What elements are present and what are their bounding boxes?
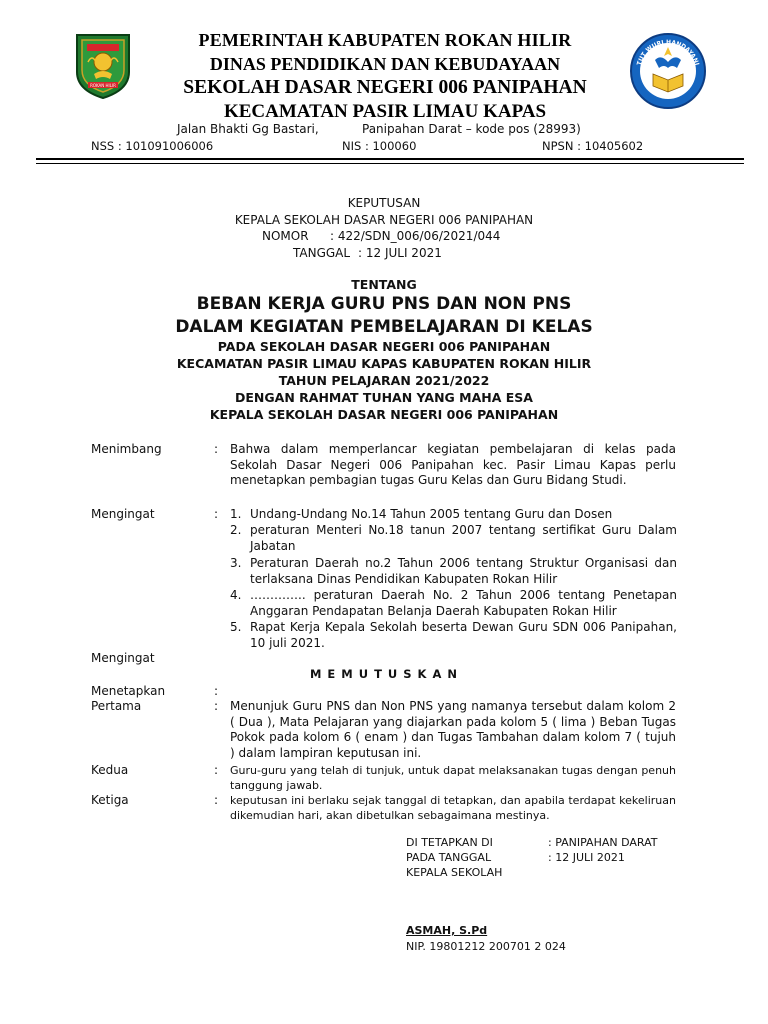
emblem-label: ROKAN HILIR bbox=[90, 83, 116, 88]
signatory-name: ASMAH, S.Pd bbox=[406, 924, 488, 937]
pertama-label: Pertama bbox=[91, 699, 142, 713]
pertama-colon: : bbox=[214, 699, 219, 713]
tut-wuri-handayani-icon bbox=[625, 32, 711, 110]
ditetapkan-label: DI TETAPKAN DI bbox=[406, 836, 493, 849]
letterhead-divider-thick bbox=[36, 158, 744, 160]
mengingat-item-text: Peraturan Daerah no.2 Tahun 2006 tentang Struktur Organisasi dan terlaksana Dinas Pendidikan Kabupaten Rokan Hilir bbox=[250, 556, 677, 586]
kedua-colon: : bbox=[214, 763, 219, 777]
district-name: KECAMATAN PASIR LIMAU KAPAS bbox=[223, 101, 547, 122]
nomor-label: NOMOR bbox=[262, 229, 309, 243]
nis-number: NIS : 100060 bbox=[342, 139, 417, 153]
mengingat-label: Mengingat bbox=[91, 507, 155, 521]
letterhead bbox=[135, 28, 635, 124]
menetapkan-label: Menetapkan bbox=[91, 684, 166, 698]
tentang-heading: TENTANG bbox=[351, 277, 417, 292]
ketiga-label: Ketiga bbox=[91, 793, 129, 807]
pertama-text: Menunjuk Guru PNS dan Non PNS yang namanya tersebut dalam kolom 2 ( Dua ), Mata Pelajaran yang diajarkan pada kolom 5 ( lima ) Beban Tugas Pokok pada kolom 6 ( enam ) dan Tugas Tambahan dalam kolom 7 ( tujuh ) dalam lampiran keputusan ini. bbox=[230, 699, 676, 760]
mengingat-item-number: 5. bbox=[230, 620, 242, 634]
subject-sub-1: PADA SEKOLAH DASAR NEGERI 006 PANIPAHAN bbox=[217, 339, 551, 354]
tanggal-value: : 12 JULI 2021 bbox=[358, 246, 442, 260]
nss-number: NSS : 101091006006 bbox=[91, 139, 214, 153]
npsn-number: NPSN : 10405602 bbox=[542, 139, 644, 153]
mengingat-item-text: peraturan Menteri No.18 tanun 2007 tentang sertifikat Guru Dalam Jabatan bbox=[250, 523, 677, 553]
menimbang-text: Bahwa dalam memperlancar kegiatan pembelajaran di kelas pada Sekolah Dasar Negeri 006 Panipahan kec. Pasir Limau Kapas perlu menetapkan pembagian tugas Guru Kelas dan Guru Bidang Studi. bbox=[230, 442, 676, 487]
decision-issuer: KEPALA SEKOLAH DASAR NEGERI 006 PANIPAHAN bbox=[234, 213, 534, 227]
kedua-label: Kedua bbox=[91, 763, 129, 777]
subject-sub-4: DENGAN RAHMAT TUHAN YANG MAHA ESA bbox=[235, 390, 533, 405]
letterhead-divider-thin bbox=[36, 163, 744, 164]
ketiga-text: keputusan ini berlaku sejak tanggal di tetapkan, dan apabila terdapat kekeliruan dikemudian hari, akan dibetulkan sebagaimana mestinya. bbox=[230, 794, 676, 822]
signatory-nip: NIP. 19801212 200701 2 024 bbox=[406, 940, 566, 953]
mengingat-item-number: 1. bbox=[230, 507, 242, 521]
decision-title: KEPUTUSAN bbox=[347, 196, 421, 210]
kedua-text: Guru-guru yang telah di tunjuk, untuk dapat melaksanakan tugas dengan penuh tanggung jawab. bbox=[230, 764, 676, 792]
mengingat-item-number: 4. bbox=[230, 588, 242, 602]
mengingat-label-2: Mengingat bbox=[91, 651, 155, 665]
address-city: Panipahan Darat – kode pos (28993) bbox=[362, 122, 581, 136]
subject-line-2: DALAM KEGIATAN PEMBELAJARAN DI KELAS bbox=[175, 317, 593, 337]
signature-date-label: PADA TANGGAL bbox=[406, 851, 492, 864]
memutuskan-heading: M E M U T U S K A N bbox=[309, 667, 458, 681]
nomor-value: : 422/SDN_006/06/2021/044 bbox=[330, 229, 501, 243]
tanggal-label: TANGGAL bbox=[293, 246, 351, 260]
subject-sub-2: KECAMATAN PASIR LIMAU KAPAS KABUPATEN ROKAN HILIR bbox=[176, 356, 592, 371]
signatory-position: KEPALA SEKOLAH bbox=[406, 866, 503, 879]
mengingat-item-text: Rapat Kerja Kepala Sekolah beserta Dewan Guru SDN 006 Panipahan, 10 juli 2021. bbox=[250, 620, 677, 650]
school-name: SEKOLAH DASAR NEGERI 006 PANIPAHAN bbox=[183, 77, 587, 98]
subject-sub-5: KEPALA SEKOLAH DASAR NEGERI 006 PANIPAHAN bbox=[209, 407, 559, 422]
mengingat-item-text: Undang-Undang No.14 Tahun 2005 tentang Guru dan Dosen bbox=[250, 507, 613, 521]
menimbang-colon: : bbox=[214, 442, 219, 456]
subject-line-1: BEBAN KERJA GURU PNS DAN NON PNS bbox=[196, 294, 572, 314]
subject-sub-3: TAHUN PELAJARAN 2021/2022 bbox=[278, 373, 490, 388]
tut-wuri-label: TUT WURI HANDAYANI bbox=[635, 38, 701, 67]
department-name: DINAS PENDIDIKAN DAN KEBUDAYAAN bbox=[209, 54, 561, 74]
signature-date-value: : 12 JULI 2021 bbox=[548, 851, 625, 864]
mengingat-item-number: 3. bbox=[230, 556, 242, 570]
mengingat-item-text: ………….. peraturan Daerah No. 2 Tahun 2006 tentang Penetapan Anggaran Pendapatan Belanja Daerah Kabupaten Rokan Hilir bbox=[250, 588, 677, 618]
menimbang-label: Menimbang bbox=[91, 442, 162, 456]
address-street: Jalan Bhakti Gg Bastari, bbox=[177, 122, 319, 136]
menetapkan-colon: : bbox=[214, 684, 219, 698]
rokan-hilir-emblem-icon bbox=[74, 32, 132, 100]
mengingat-item-number: 2. bbox=[230, 523, 242, 537]
mengingat-colon: : bbox=[214, 507, 219, 521]
ditetapkan-value: : PANIPAHAN DARAT bbox=[548, 836, 658, 849]
government-name: PEMERINTAH KABUPATEN ROKAN HILIR bbox=[198, 30, 572, 50]
ketiga-colon: : bbox=[214, 793, 219, 807]
